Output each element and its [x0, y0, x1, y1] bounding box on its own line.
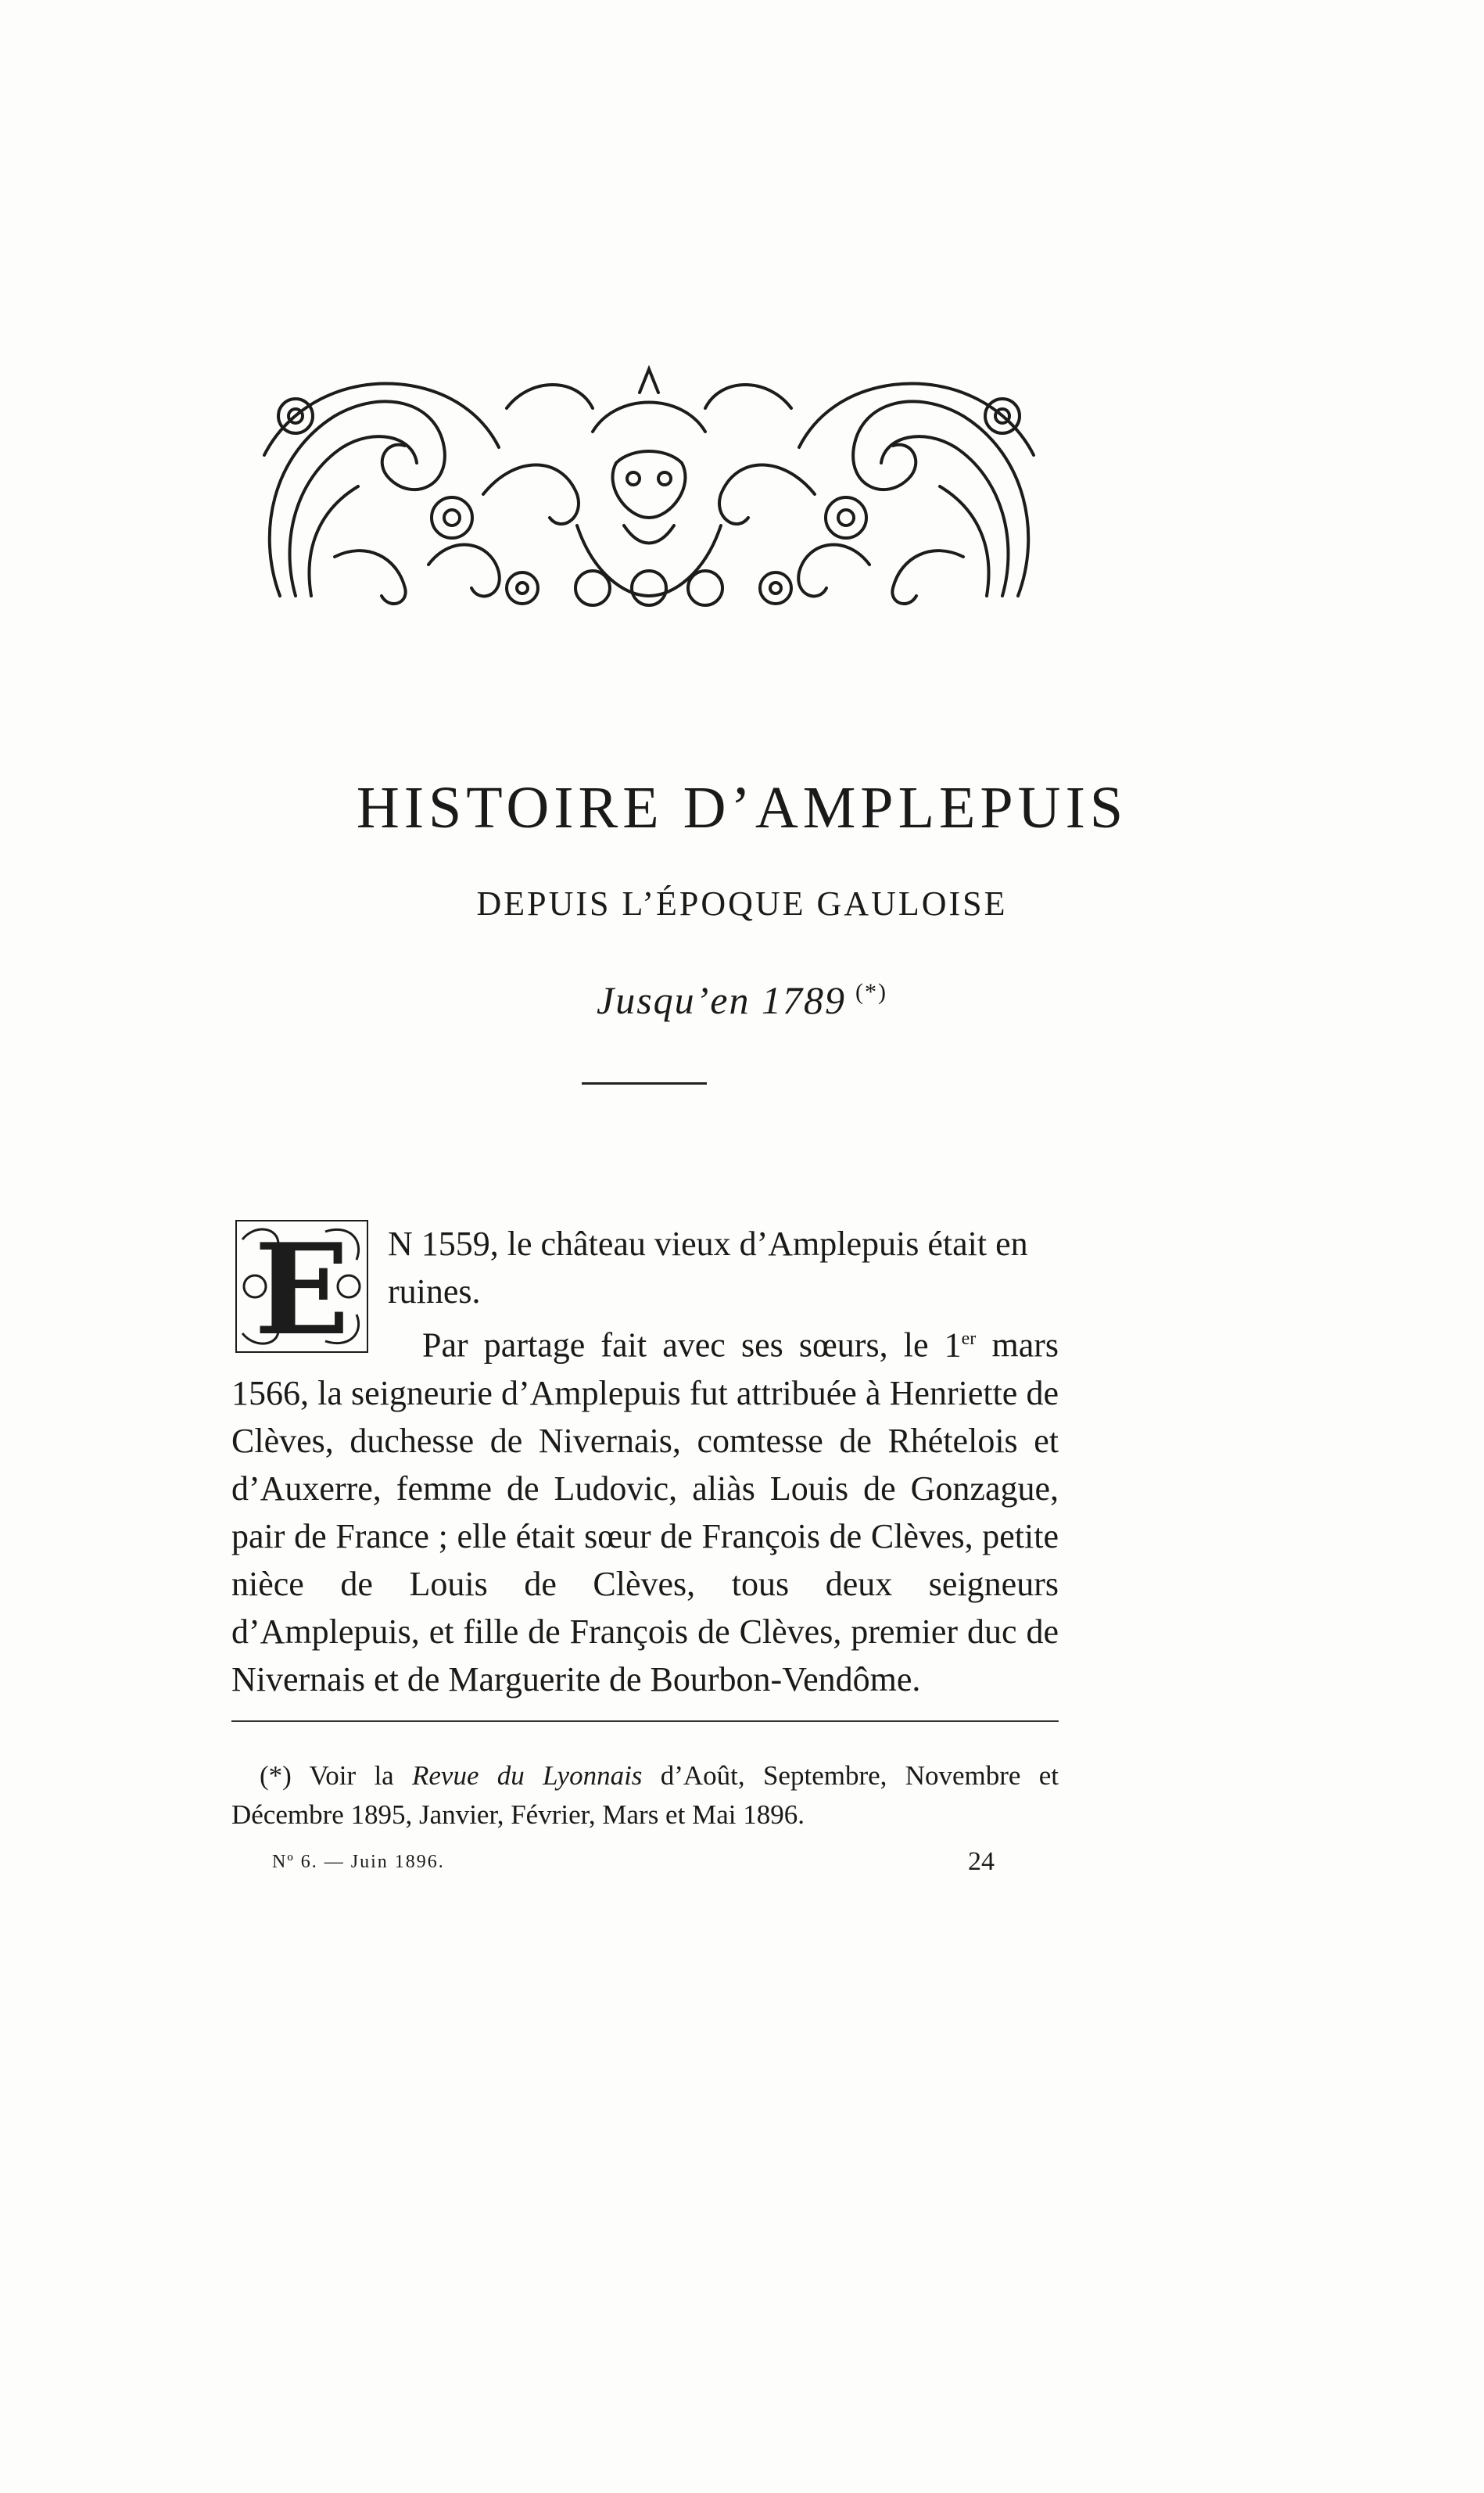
- dropcap-letter: E: [254, 1216, 349, 1357]
- footnote: [231, 1756, 1059, 1835]
- footnote-journal: Revue du Lyonnais: [412, 1760, 643, 1791]
- paragraph-1: [231, 1220, 1059, 1315]
- dateline-text: Jusqu’en 1789: [597, 978, 846, 1022]
- page-subtitle: DEPUIS L’ÉPOQUE GAULOISE: [476, 884, 1008, 923]
- page-title: HISTOIRE D’AMPLEPUIS: [356, 775, 1128, 841]
- footnote-divider: [231, 1720, 1059, 1722]
- paragraph-2-rest: mars 1566, la seigneurie d’Amplepuis fut attribuée à Henriette de Clèves, duchesse de Nivernais, comtesse de Rhételois et d’Auxerre, femme de Ludovic, aliàs Louis de Gonzague, pair de France ; elle était sœur de François de Clèves, petite nièce de Louis de Clèves, tous deux seigneurs d’Amplepuis, et fille de François de Clèves, premier duc de Nivernais et de Marguerite de Bourbon-Vendôme.: [231, 1325, 1059, 1698]
- dateline: [0, 977, 1484, 1023]
- dateline-footnote-ref: (*): [855, 979, 887, 1006]
- paragraph-2-start: Par partage fait avec ses sœurs, le 1: [422, 1325, 962, 1365]
- floral-headpiece-icon: [249, 361, 1049, 618]
- paragraph-2: [231, 1315, 1059, 1703]
- footnote-rest: d’Août, Septembre, Novembre et Décembre 1895, Janvier, Février, Mars et Mai 1896.: [231, 1760, 1059, 1830]
- page-number: 24: [968, 1847, 995, 1876]
- footnote-intro: (*) Voir la: [260, 1760, 413, 1791]
- paragraph-2-superscript: er: [961, 1329, 977, 1349]
- title-divider: [582, 1082, 707, 1085]
- paragraph-1-line-1: N 1559, le château vieux d’Amplepuis était en: [388, 1225, 1028, 1263]
- issue-line: Nº 6. — Juin 1896.: [272, 1852, 445, 1872]
- paragraph-1-line-2: ruines.: [388, 1272, 481, 1311]
- body-text: [231, 1220, 1059, 1703]
